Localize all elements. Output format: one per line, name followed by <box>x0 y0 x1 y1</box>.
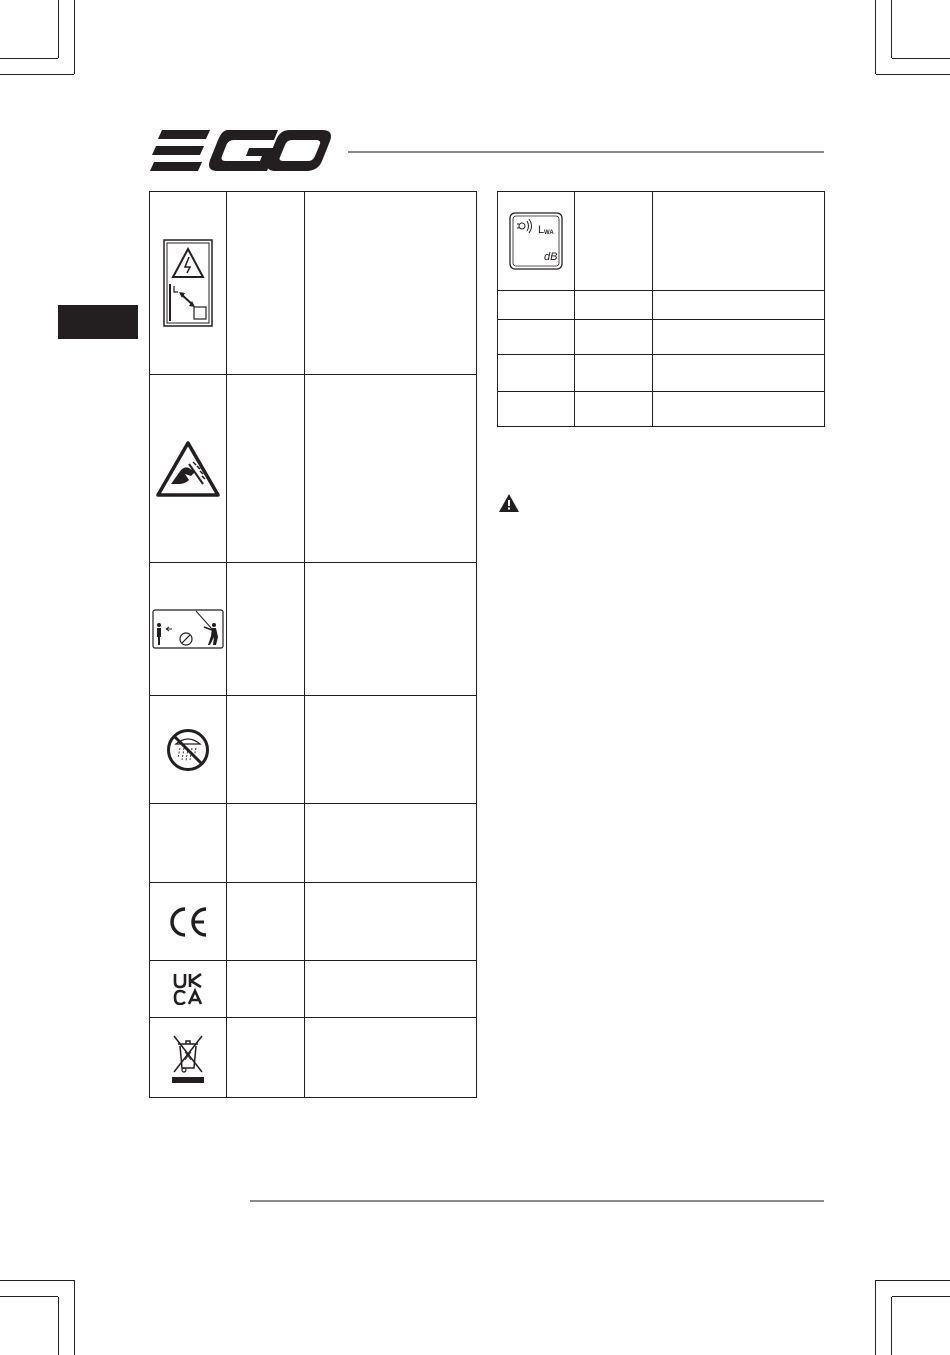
crop-mark-bl-h2 <box>0 1296 58 1297</box>
symbol-cell <box>150 804 227 883</box>
crop-mark-bl-v <box>74 1280 75 1355</box>
description-cell <box>305 563 477 696</box>
electrical-hazard-distance-icon <box>163 239 213 327</box>
term-cell <box>227 375 305 563</box>
crop-mark-br-h2 <box>892 1296 950 1297</box>
symbol-cell <box>498 291 575 320</box>
symbol-cell <box>498 320 575 355</box>
symbol-unit-db: dB <box>544 251 558 263</box>
symbol-cell <box>150 192 227 375</box>
symbol-cell <box>150 375 227 563</box>
warning-triangle-icon <box>498 493 520 513</box>
table-row <box>150 883 477 961</box>
table-row <box>150 563 477 696</box>
crop-mark-tr-h <box>892 58 950 59</box>
term-cell <box>227 961 305 1018</box>
warning-block <box>498 493 520 513</box>
footer-rule <box>250 1200 824 1202</box>
table-row <box>498 355 825 392</box>
crop-mark-tl-v2 <box>58 0 59 58</box>
sound-power-level-icon <box>509 212 563 270</box>
bystander-distance-icon <box>152 609 224 649</box>
description-cell <box>305 804 477 883</box>
term-cell <box>227 192 305 375</box>
symbol-cell <box>150 1018 227 1098</box>
table-row <box>498 392 825 427</box>
table-row <box>150 696 477 804</box>
hand-cut-warning-icon <box>155 440 221 498</box>
term-cell <box>227 696 305 804</box>
term-cell <box>575 291 653 320</box>
left-symbol-table <box>149 191 477 1098</box>
table-row <box>498 192 825 291</box>
symbol-cell <box>498 392 575 427</box>
crop-mark-bl-h <box>0 1280 74 1281</box>
description-cell <box>305 696 477 804</box>
description-cell <box>305 375 477 563</box>
symbol-cell <box>150 961 227 1018</box>
term-cell <box>575 392 653 427</box>
symbol-cell <box>150 696 227 804</box>
description-cell <box>653 320 825 355</box>
description-cell <box>305 192 477 375</box>
description-cell <box>305 883 477 961</box>
crop-mark-tr-h2 <box>876 74 950 75</box>
symbol-letter-l: L <box>538 224 545 236</box>
language-tab <box>58 305 138 339</box>
description-cell <box>653 291 825 320</box>
description-cell <box>653 392 825 427</box>
weee-crossed-bin-icon <box>170 1032 206 1084</box>
table-row <box>150 375 477 563</box>
symbol-cell <box>150 563 227 696</box>
term-cell <box>227 563 305 696</box>
symbol-cell <box>150 883 227 961</box>
description-cell <box>653 192 825 291</box>
term-cell <box>227 1018 305 1098</box>
table-row <box>150 192 477 375</box>
crop-mark-tl-h <box>0 58 58 59</box>
ce-mark-icon <box>166 906 210 938</box>
header-rule <box>348 151 824 153</box>
description-cell <box>305 961 477 1018</box>
crop-mark-bl-v2 <box>58 1297 59 1355</box>
crop-mark-tl-v <box>74 0 75 74</box>
description-cell <box>305 1018 477 1098</box>
term-cell <box>575 320 653 355</box>
term-cell <box>575 192 653 291</box>
ukca-mark-icon <box>173 973 203 1005</box>
crop-mark-tr-v2 <box>891 0 892 58</box>
table-row <box>498 320 825 355</box>
crop-mark-br-h <box>876 1280 950 1281</box>
symbol-cell <box>498 355 575 392</box>
table-row <box>150 1018 477 1098</box>
table-row <box>150 804 477 883</box>
right-symbol-table <box>497 191 825 427</box>
symbol-subscript-wa: WA <box>544 230 554 236</box>
term-cell <box>227 883 305 961</box>
crop-mark-br-v <box>875 1280 876 1355</box>
no-rain-icon <box>166 728 210 772</box>
description-cell <box>653 355 825 392</box>
term-cell <box>575 355 653 392</box>
ego-logo <box>150 130 332 172</box>
table-row <box>150 961 477 1018</box>
table-row <box>498 291 825 320</box>
crop-mark-tr-v <box>875 0 876 74</box>
crop-mark-tl-h2 <box>0 74 74 75</box>
symbol-cell <box>498 192 575 291</box>
crop-mark-br-v2 <box>891 1297 892 1355</box>
term-cell <box>227 804 305 883</box>
